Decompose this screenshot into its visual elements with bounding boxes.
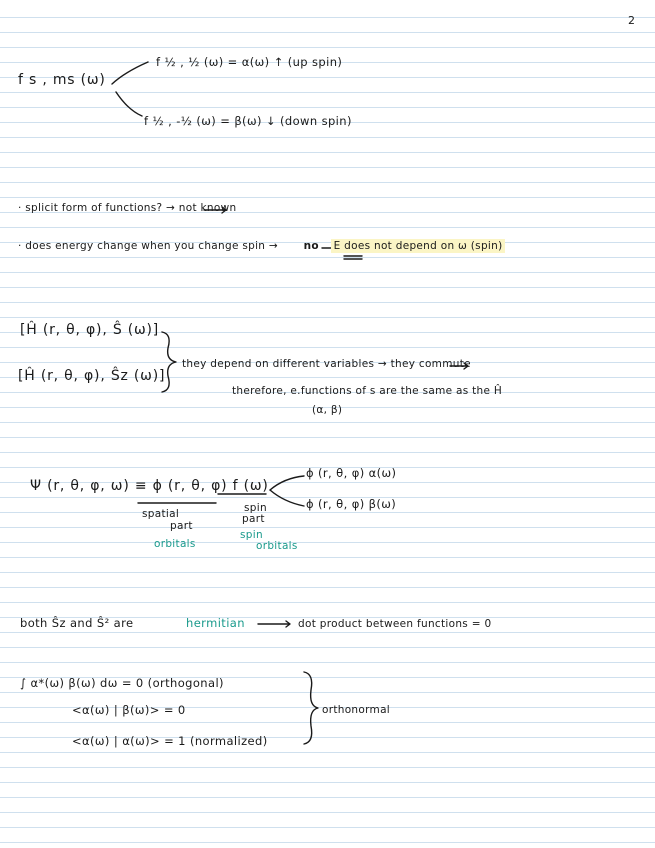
commutator-spin-z: [Ĥ (r, θ, φ), Ŝz (ω)] bbox=[18, 368, 166, 384]
spin-function-lhs: f s , ms (ω) bbox=[18, 72, 106, 88]
explicit-form-note: · splicit form of functions? → not known bbox=[18, 202, 237, 214]
spin-up-equation: f ½ , ½ (ω) = α(ω) ↑ (up spin) bbox=[156, 55, 343, 69]
eigenfunction-note: therefore, e.functions of s are the same as the Ĥ bbox=[232, 385, 503, 397]
wavefunction-beta: ϕ (r, θ, φ) β(ω) bbox=[306, 497, 397, 511]
hermitian-word: hermitian bbox=[186, 616, 245, 630]
spatial-label: spatial bbox=[142, 508, 180, 520]
spin-label: spin bbox=[244, 502, 267, 514]
energy-answer-no: no bbox=[303, 240, 319, 252]
alpha-beta-label: (α, β) bbox=[312, 404, 343, 416]
spin-orbitals-label: spin bbox=[240, 529, 263, 541]
commute-note: they depend on different variables → they commute bbox=[182, 358, 471, 370]
dot-product-note: dot product between functions = 0 bbox=[298, 618, 492, 630]
bra-ket-orthogonal: <α(ω) | β(ω)> = 0 bbox=[72, 703, 186, 717]
bra-ket-normalized: <α(ω) | α(ω)> = 1 (normalized) bbox=[72, 734, 268, 748]
branch-psi-up bbox=[270, 476, 304, 490]
orbitals-label: orbitals bbox=[154, 538, 196, 550]
wavefunction-product: Ψ (r, θ, φ, ω) ≡ ϕ (r, θ, φ) f (ω) bbox=[30, 478, 269, 494]
orthonormal-brace bbox=[304, 672, 318, 744]
spin-down-equation: f ½ , -½ (ω) = β(ω) ↓ (down spin) bbox=[144, 114, 352, 128]
hermitian-arrow bbox=[258, 621, 290, 627]
orthogonality-integral: ∫ α*(ω) β(ω) dω = 0 (orthogonal) bbox=[20, 676, 224, 690]
wavefunction-alpha: ϕ (r, θ, φ) α(ω) bbox=[306, 466, 397, 480]
energy-no-underline bbox=[344, 256, 362, 259]
page-number: 2 bbox=[628, 14, 636, 27]
hermitian-statement: both Ŝz and Ŝ² are bbox=[20, 616, 134, 630]
energy-question-prefix: · does energy change when you change spin → bbox=[18, 240, 278, 252]
branch-psi-down bbox=[270, 490, 304, 506]
energy-question bbox=[18, 240, 505, 252]
orthonormal-label: orthonormal bbox=[322, 704, 391, 716]
commutator-total-spin: [Ĥ (r, θ, φ), Ŝ (ω)] bbox=[20, 322, 160, 338]
energy-answer-highlight: E does not depend on ω (spin) bbox=[331, 239, 506, 253]
spatial-part-label: part bbox=[170, 520, 193, 532]
branch-up-stroke bbox=[112, 62, 148, 84]
spin-part-label: part bbox=[242, 513, 265, 525]
branch-down-stroke bbox=[116, 92, 142, 116]
spin-orbitals-label-2: orbitals bbox=[256, 540, 298, 552]
